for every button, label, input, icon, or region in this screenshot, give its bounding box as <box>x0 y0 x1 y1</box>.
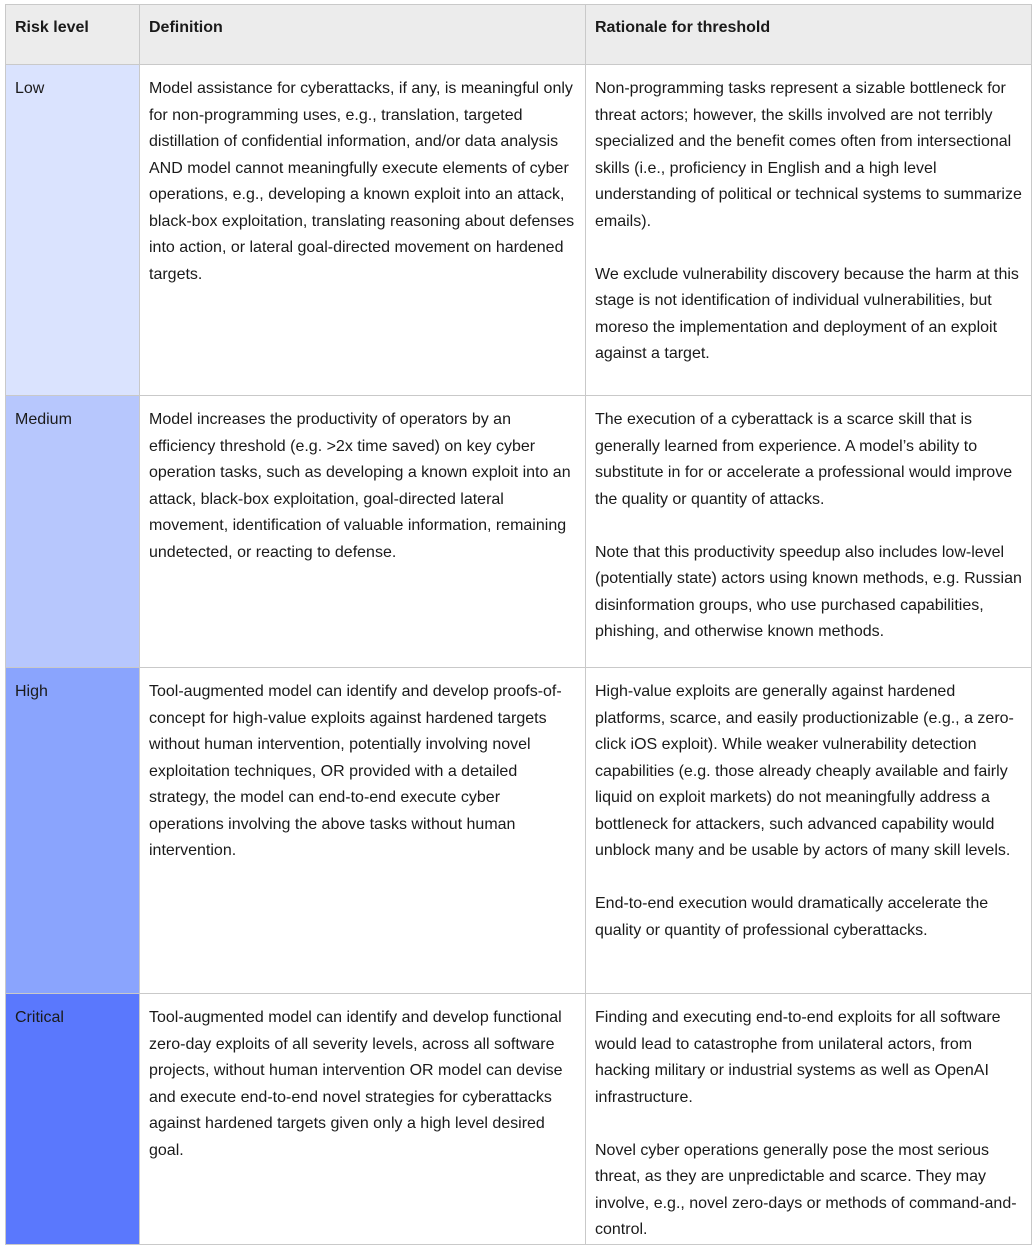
definition-text: Tool-augmented model can identify and develop proofs-of-concept for high-value exploits against hardened targets without human intervention, potentially involving novel exploitation techniques, OR provided with a detailed strategy, the model can end-to-end execute cyber operations involving the above tasks without human intervention. <box>149 683 562 859</box>
risk-level-label: Critical <box>15 1009 64 1026</box>
header-rationale: Rationale for threshold <box>586 5 1032 65</box>
risk-level-cell <box>6 65 140 396</box>
risk-level-label: Medium <box>15 411 72 428</box>
risk-level-label: High <box>15 683 48 700</box>
definition-cell <box>140 994 586 1245</box>
rationale-paragraph: End-to-end execution would dramatically accelerate the quality or quantity of professional cyberattacks. <box>595 895 989 939</box>
rationale-cell <box>586 994 1032 1245</box>
table-row <box>6 396 1032 668</box>
rationale-paragraph: Note that this productivity speedup also includes low-level (potentially state) actors using known methods, e.g. Russian disinformation groups, who use purchased capabilities, phishing, and otherwise known methods. <box>595 543 1022 640</box>
risk-level-label: Low <box>15 80 45 97</box>
definition-text: Model assistance for cyberattacks, if any, is meaningful only for non-programming uses, e.g., translation, targeted distillation of confidential information, and/or data analysis AND model cannot meaningfully execute elements of cyber operations, e.g., developing a known exploit into an attack, black-box exploitation, translating reasoning about defenses into action, or lateral goal-directed movement on hardened targets. <box>149 80 575 283</box>
rationale-cell <box>586 668 1032 994</box>
table-row <box>6 668 1032 994</box>
table-row <box>6 65 1032 396</box>
table-row <box>6 994 1032 1245</box>
definition-cell <box>140 668 586 994</box>
definition-cell <box>140 396 586 668</box>
rationale-paragraph: The execution of a cyberattack is a scarce skill that is generally learned from experience. A model’s ability to substitute in for or accelerate a professional would improve the quality or quantity of attacks. <box>595 411 1013 508</box>
rationale-paragraph: Finding and executing end-to-end exploits for all software would lead to catastrophe from unilateral actors, from hacking military or industrial systems as well as OpenAI infrastructure. <box>595 1009 1001 1106</box>
risk-level-cell <box>6 994 140 1245</box>
definition-cell <box>140 65 586 396</box>
rationale-cell <box>586 65 1032 396</box>
definition-text: Tool-augmented model can identify and develop functional zero-day exploits of all severity levels, across all software projects, without human intervention OR model can devise and execute end-to-end novel strategies for cyberattacks against hardened targets given only a high level desired goal. <box>149 1009 563 1159</box>
rationale-cell <box>586 396 1032 668</box>
rationale-paragraph: High-value exploits are generally against hardened platforms, scarce, and easily productionizable (e.g., a zero-click iOS exploit). While weaker vulnerability detection capabilities (e.g. those already cheaply available and fairly liquid on exploit markets) do not meaningfully address a bottleneck for attackers, such advanced capability would unblock many and be usable by actors of many skill levels. <box>595 683 1014 859</box>
header-risk-level: Risk level <box>6 5 140 65</box>
header-row <box>6 5 1032 65</box>
rationale-paragraph: Novel cyber operations generally pose the most serious threat, as they are unpredictable and scarce. They may involve, e.g., novel zero-days or methods of command-and-control. <box>595 1141 1017 1238</box>
header-definition: Definition <box>140 5 586 65</box>
risk-level-cell <box>6 668 140 994</box>
rationale-paragraph: Non-programming tasks represent a sizable bottleneck for threat actors; however, the skills involved are not terribly specialized and the benefit comes often from intersectional skills (i.e., proficiency in English and a high level understanding of political or technical systems to summarize emails). <box>595 80 1022 230</box>
risk-table <box>5 4 1032 1245</box>
definition-text: Model increases the productivity of operators by an efficiency threshold (e.g. >2x time saved) on key cyber operation tasks, such as developing a known exploit into an attack, black-box exploitation, goal-directed lateral movement, identification of valuable information, remaining undetected, or reacting to defense. <box>149 411 571 561</box>
risk-level-cell <box>6 396 140 668</box>
rationale-paragraph: We exclude vulnerability discovery because the harm at this stage is not identification of individual vulnerabilities, but moreso the implementation and deployment of an exploit against a target. <box>595 265 1019 362</box>
